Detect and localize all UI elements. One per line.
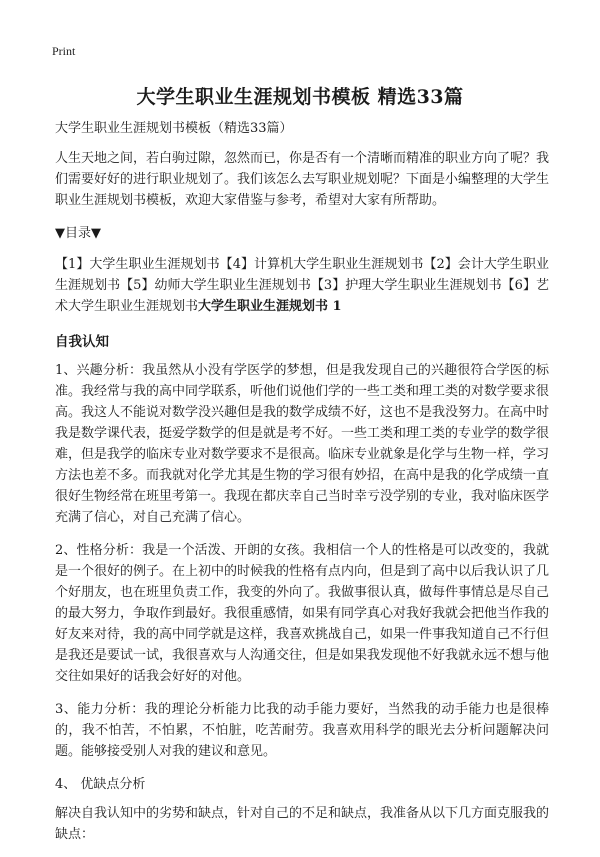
toc-heading: ▼目录▼	[55, 226, 101, 241]
personality-analysis-paragraph: 2、性格分析：我是一个活泼、开朗的女孩。我相信一个人的性格是可以改变的，我就是一个很好的例子。在上初中的时候我的性格有点内向，但是到了高中以后我认识了几个好朋友，也在班里负责工作，我变的外向了。我做事很认真，做每件事情总是尽自己的最大努力，争取作到最好。我很重感情，如果有同学真心对我好我就会把他当作我的好友来对待，我的高中同学就是这样，我喜欢挑战自己，如果一件事我知道自己不行但是我还是要试一试，我很喜欢与人沟通交往，但是如果我发现他不好我就永远不想与他交往如果好的话我会好好的对他。	[55, 543, 550, 684]
ability-analysis-paragraph: 3、能力分析：我的理论分析能力比我的动手能力要好，当然我的动手能力也是很棒的，我不怕苦，不怕累，不怕脏，吃苦耐劳。我喜欢用科学的眼光去分析问题解决问题。能够接受别人对我的建议和意见。	[55, 702, 549, 759]
toc-link-2[interactable]: 【2】会计大学生职业生涯规划书	[55, 257, 549, 293]
strengths-weaknesses-heading: 4、 优缺点分析	[55, 777, 146, 792]
toc-link-5[interactable]: 【5】幼师大学生职业生涯规划书	[120, 278, 311, 293]
weakness-solution-paragraph: 解决自我认知中的劣势和缺点，针对自己的不足和缺点，我准备从以下几方面克服我的缺点：	[55, 806, 550, 842]
toc-link-3[interactable]: 【3】护理大学生职业生涯规划书	[310, 278, 502, 293]
print-link[interactable]: Print	[52, 44, 76, 58]
document-body	[55, 118, 549, 857]
toc-link-6[interactable]: 【6】艺术大学生职业生涯规划书	[55, 278, 549, 314]
intro-paragraph: 人生天地之间，若白驹过隙，忽然而已，你是否有一个清晰而精准的职业方向了呢？我们需要好好的进行职业规划了。我们该怎么去写职业规划呢？下面是小编整理的大学生职业生涯规划书模板，欢迎大家借鉴与参考，希望对大家有所帮助。	[55, 151, 550, 208]
toc-link-4[interactable]: 【4】计算机大学生职业生涯规划书	[219, 257, 424, 272]
document-subtitle: 大学生职业生涯规划书模板（精选33篇）	[55, 121, 293, 136]
document-title: 大学生职业生涯规划书模板 精选33篇	[136, 86, 464, 108]
interest-analysis-paragraph: 1、兴趣分析：我虽然从小没有学医学的梦想，但是我发现自己的兴趣很符合学医的标准。我经常与我的高中同学联系，听他们说他们学的一些工类和理工类的对数学要求很高。我这人不能说对数学没兴趣但是我的数学成绩不好，这也不是我没努力。在高中时我是数学课代表，挺爱学数学的但是就是考不好。一些工类和理工类的专业学的数学很难，但是我学的临床专业对数学要求不是很高。临床专业就象是化学与生物一样，学习方法也差不多。而我就对化学尤其是生物的学习很有妙招，在高中是我的化学成绩一直很好生物经常在班里考第一。我现在都庆幸自己当时幸亏没学别的专业，我对临床医学充满了信心，对自己充满了信心。	[55, 363, 550, 525]
toc-link-1[interactable]: 【1】大学生职业生涯规划书	[55, 257, 220, 272]
section-heading-main: 大学生职业生涯规划书 1	[198, 299, 342, 314]
section-heading-self-awareness: 自我认知	[55, 334, 109, 350]
table-of-contents	[55, 254, 549, 317]
